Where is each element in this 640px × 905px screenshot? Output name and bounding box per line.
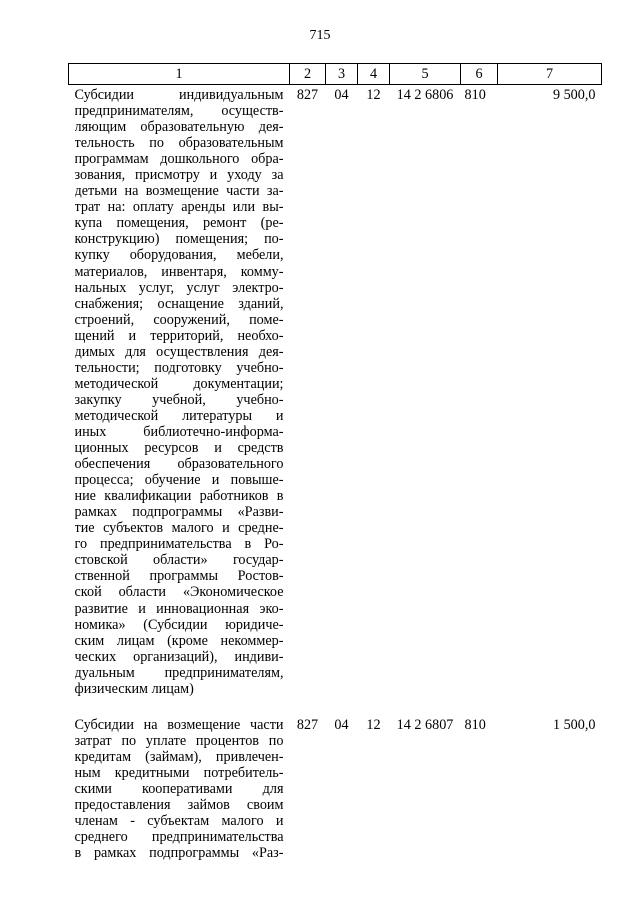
cell-section: 04	[334, 716, 349, 733]
description-line: снабжения; оснащение зданий,	[74, 295, 284, 312]
description-line: затрат по уплате процентов по	[74, 732, 284, 749]
row-description	[69, 715, 290, 861]
description-line: методической документации;	[74, 375, 284, 392]
description-line: тельности; подготовку учебно-	[74, 359, 284, 376]
description-line: тельность по образовательным	[74, 135, 284, 152]
description-line: зования, присмотру и уходу за	[74, 167, 284, 184]
description-line: номика» (Субсидии юридиче-	[74, 616, 284, 633]
description-line: процесса; обучение и повыше-	[74, 472, 284, 489]
column-header-2: 2	[290, 64, 326, 85]
cell-amount: 1 500,0	[552, 716, 596, 733]
description-line: предоставления займов своим	[74, 797, 284, 814]
description-line: рамках подпрограммы «Разви-	[74, 504, 284, 521]
cell-target-article: 14 2 6806	[396, 87, 454, 103]
row-description	[69, 85, 290, 697]
table-row	[69, 715, 602, 861]
description-line: членам - субъектам малого и	[74, 813, 284, 830]
page-number: 715	[309, 28, 331, 43]
description-line: предпринимателям, осуществ-	[74, 103, 284, 120]
description-line: в рамках подпрограммы «Раз-	[74, 845, 284, 862]
description-line: нальных услуг, услуг электро-	[74, 279, 284, 296]
description-line: трат на: оплату аренды или вы-	[74, 199, 284, 216]
cell-subsection: 12	[366, 716, 381, 733]
cell-section: 04	[334, 87, 349, 103]
description-line: физическим лицам)	[74, 680, 194, 697]
cell-subsection: 12	[366, 87, 381, 103]
description-line: среднего предпринимательства	[74, 829, 284, 846]
column-header-1: 1	[69, 64, 290, 85]
description-line: программам дошкольного обра-	[74, 151, 284, 168]
description-line: кредитам (займам), привлечен-	[74, 748, 284, 765]
description-line: конструкцию) помещения; по-	[74, 231, 284, 248]
column-header-4: 4	[358, 64, 390, 85]
description-line: детьми на возмещение части за-	[74, 183, 284, 200]
description-line: дуальным предпринимателям,	[74, 664, 284, 681]
column-header-6: 6	[461, 64, 498, 85]
description-line: Субсидии индивидуальным	[74, 87, 284, 103]
description-line: закупку учебной, учебно-	[74, 391, 284, 408]
cell-expense-type: 810	[464, 87, 486, 103]
description-line: щений и территорий, необхо-	[74, 327, 284, 344]
column-header-3: 3	[326, 64, 358, 85]
column-header-7: 7	[498, 64, 602, 85]
description-line: иных библиотечно-информа-	[74, 423, 284, 440]
description-line: ским лицам (кроме некоммер-	[74, 632, 284, 649]
description-line: ние квалификации работников в	[74, 488, 284, 505]
description-line: ным кредитными потребитель-	[74, 764, 284, 781]
cell-amount: 9 500,0	[552, 87, 596, 103]
description-line: ционных ресурсов и средств	[74, 440, 284, 457]
row-spacer	[69, 697, 602, 715]
column-header-5: 5	[390, 64, 461, 85]
table-row	[69, 85, 602, 697]
description-line: ственной программы Ростов-	[74, 568, 284, 585]
budget-table	[68, 63, 602, 861]
description-line: димых для осуществления дея-	[74, 343, 284, 360]
description-line: скими кооперативами для	[74, 780, 284, 797]
cell-ministry-code: 827	[296, 87, 319, 103]
description-line: обеспечения образовательного	[74, 456, 284, 473]
description-line: развитие и инновационная эко-	[74, 600, 284, 617]
description-line: методической литературы и	[74, 407, 284, 424]
description-line: Субсидии на возмещение части	[74, 716, 284, 733]
description-line: купку оборудования, мебели,	[74, 247, 284, 264]
description-line: тие субъектов малого и средне-	[74, 520, 284, 537]
description-line: стовской области» государ-	[74, 552, 284, 569]
description-line: строений, сооружений, поме-	[74, 311, 284, 328]
description-line: ской области «Экономическое	[74, 584, 284, 601]
description-line: ляющим образовательную дея-	[74, 119, 284, 136]
description-line: материалов, инвентаря, комму-	[74, 263, 284, 280]
header-row	[69, 64, 602, 85]
description-line: ческих организаций), индиви-	[74, 648, 284, 665]
cell-ministry-code: 827	[296, 716, 319, 733]
description-line: го предпринимательства в Ро-	[74, 536, 284, 553]
cell-target-article: 14 2 6807	[396, 716, 454, 733]
cell-expense-type: 810	[464, 716, 486, 733]
description-line: купа помещения, ремонт (ре-	[74, 215, 284, 232]
